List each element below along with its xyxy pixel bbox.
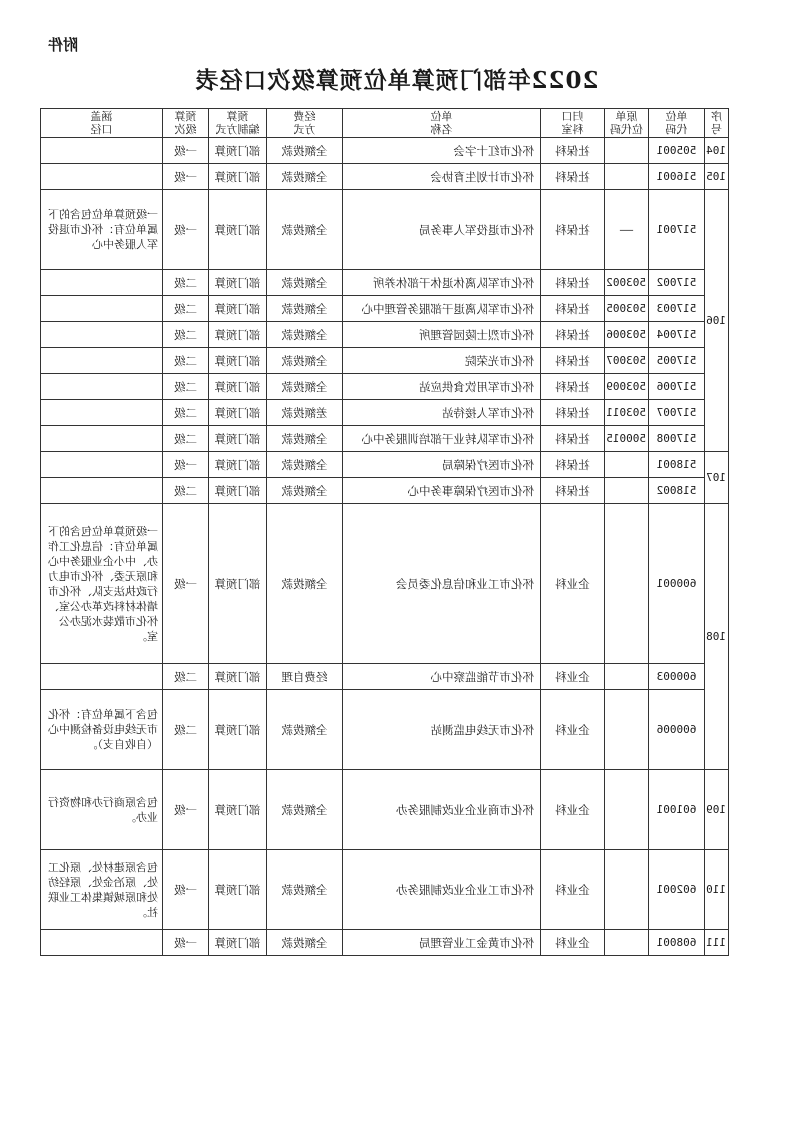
cell-unit-code: 518002 bbox=[649, 478, 705, 504]
header-unit-name: 单位 名称 bbox=[343, 109, 541, 138]
header-row bbox=[41, 109, 729, 138]
cell-method: 部门预算 bbox=[209, 664, 267, 690]
table-row bbox=[41, 374, 729, 400]
header-orig-code: 原单 位代码 bbox=[605, 109, 649, 138]
cell-level: 一级 bbox=[163, 930, 209, 956]
cell-seq: 104 bbox=[705, 138, 729, 164]
cell-remark: 一级预算单位包含的下属单位有：信息化工作办、中小企业服务中心和原无委、怀化市电力行政执法支队、怀化市墙体材料改革办公室、怀化市散装水泥办公室。 bbox=[41, 504, 163, 664]
cell-unit-name: 怀化市军人接待站 bbox=[343, 400, 541, 426]
cell-unit-code: 600001 bbox=[649, 504, 705, 664]
cell-level: 二级 bbox=[163, 426, 209, 452]
cell-orig-code bbox=[605, 770, 649, 850]
attachment-label: 附件 bbox=[47, 36, 78, 54]
header-level: 预算 级次 bbox=[163, 109, 209, 138]
table-row bbox=[41, 690, 729, 770]
cell-funding: 经费自理 bbox=[267, 664, 343, 690]
table-row bbox=[41, 138, 729, 164]
cell-unit-code: 600006 bbox=[649, 690, 705, 770]
cell-dept: 社保科 bbox=[541, 348, 605, 374]
cell-orig-code: 500015 bbox=[605, 426, 649, 452]
cell-funding: 全额拨款 bbox=[267, 690, 343, 770]
cell-funding: 全额拨款 bbox=[267, 348, 343, 374]
cell-remark bbox=[41, 270, 163, 296]
table-row bbox=[41, 296, 729, 322]
cell-orig-code bbox=[605, 504, 649, 664]
cell-seq: 108 bbox=[705, 504, 729, 770]
table-row bbox=[41, 930, 729, 956]
cell-dept: 社保科 bbox=[541, 322, 605, 348]
cell-unit-code: 518001 bbox=[649, 452, 705, 478]
table-row bbox=[41, 348, 729, 374]
table-row bbox=[41, 850, 729, 930]
cell-orig-code: —— bbox=[605, 190, 649, 270]
cell-orig-code: 503006 bbox=[605, 322, 649, 348]
cell-method: 部门预算 bbox=[209, 374, 267, 400]
cell-method: 部门预算 bbox=[209, 690, 267, 770]
cell-level: 二级 bbox=[163, 374, 209, 400]
cell-dept: 企业科 bbox=[541, 930, 605, 956]
cell-remark bbox=[41, 400, 163, 426]
table-row bbox=[41, 478, 729, 504]
cell-dept: 社保科 bbox=[541, 138, 605, 164]
cell-method: 部门预算 bbox=[209, 850, 267, 930]
cell-dept: 社保科 bbox=[541, 190, 605, 270]
table-row bbox=[41, 270, 729, 296]
cell-level: 一级 bbox=[163, 190, 209, 270]
cell-unit-name: 怀化市军队转业干部培训服务中心 bbox=[343, 426, 541, 452]
cell-unit-name: 怀化市光荣院 bbox=[343, 348, 541, 374]
cell-dept: 企业科 bbox=[541, 690, 605, 770]
cell-dept: 社保科 bbox=[541, 400, 605, 426]
cell-orig-code: 503009 bbox=[605, 374, 649, 400]
cell-level: 一级 bbox=[163, 770, 209, 850]
cell-dept: 社保科 bbox=[541, 374, 605, 400]
cell-unit-code: 517002 bbox=[649, 270, 705, 296]
cell-method: 部门预算 bbox=[209, 770, 267, 850]
cell-orig-code bbox=[605, 452, 649, 478]
cell-unit-code: 517005 bbox=[649, 348, 705, 374]
cell-funding: 全额拨款 bbox=[267, 930, 343, 956]
cell-seq: 110 bbox=[705, 850, 729, 930]
cell-orig-code bbox=[605, 138, 649, 164]
cell-orig-code: 503005 bbox=[605, 296, 649, 322]
cell-dept: 企业科 bbox=[541, 770, 605, 850]
cell-level: 一级 bbox=[163, 504, 209, 664]
cell-unit-code: 517006 bbox=[649, 374, 705, 400]
cell-method: 部门预算 bbox=[209, 296, 267, 322]
cell-remark bbox=[41, 322, 163, 348]
cell-orig-code: 503002 bbox=[605, 270, 649, 296]
cell-unit-name: 怀化市医疗保障局 bbox=[343, 452, 541, 478]
cell-remark bbox=[41, 426, 163, 452]
cell-method: 部门预算 bbox=[209, 138, 267, 164]
table-row bbox=[41, 400, 729, 426]
cell-unit-name: 怀化市军队离休退休干部休养所 bbox=[343, 270, 541, 296]
cell-dept: 企业科 bbox=[541, 664, 605, 690]
cell-funding: 全额拨款 bbox=[267, 374, 343, 400]
cell-unit-code: 601001 bbox=[649, 770, 705, 850]
cell-orig-code bbox=[605, 664, 649, 690]
cell-method: 部门预算 bbox=[209, 930, 267, 956]
cell-unit-code: 516001 bbox=[649, 164, 705, 190]
cell-dept: 社保科 bbox=[541, 164, 605, 190]
table-row bbox=[41, 164, 729, 190]
cell-remark bbox=[41, 164, 163, 190]
cell-unit-name: 怀化市烈士陵园管理所 bbox=[343, 322, 541, 348]
cell-method: 部门预算 bbox=[209, 504, 267, 664]
header-seq: 序号 bbox=[705, 109, 729, 138]
cell-unit-name: 怀化市无线电监测站 bbox=[343, 690, 541, 770]
cell-seq: 105 bbox=[705, 164, 729, 190]
cell-remark bbox=[41, 930, 163, 956]
cell-remark bbox=[41, 348, 163, 374]
cell-level: 二级 bbox=[163, 400, 209, 426]
header-funding: 经费 方式 bbox=[267, 109, 343, 138]
cell-unit-code: 517001 bbox=[649, 190, 705, 270]
cell-funding: 全额拨款 bbox=[267, 138, 343, 164]
cell-orig-code bbox=[605, 930, 649, 956]
cell-level: 二级 bbox=[163, 478, 209, 504]
cell-remark bbox=[41, 374, 163, 400]
cell-unit-name: 怀化市节能监察中心 bbox=[343, 664, 541, 690]
cell-unit-code: 608001 bbox=[649, 930, 705, 956]
cell-unit-name: 怀化市计划生育协会 bbox=[343, 164, 541, 190]
cell-unit-name: 怀化市商业企业改制服务办 bbox=[343, 770, 541, 850]
cell-remark: 包含下属单位有：怀化市无线电设备检测中心（自收自支）。 bbox=[41, 690, 163, 770]
cell-level: 二级 bbox=[163, 664, 209, 690]
cell-unit-name: 怀化市黄金工业管理局 bbox=[343, 930, 541, 956]
table-row bbox=[41, 426, 729, 452]
cell-funding: 全额拨款 bbox=[267, 426, 343, 452]
cell-level: 二级 bbox=[163, 270, 209, 296]
cell-dept: 社保科 bbox=[541, 452, 605, 478]
cell-orig-code bbox=[605, 850, 649, 930]
cell-remark: 包含原建材处、原化工处、原冶金处、原轻纺处和原城镇集体工业联社。 bbox=[41, 850, 163, 930]
cell-unit-code: 517004 bbox=[649, 322, 705, 348]
cell-level: 一级 bbox=[163, 138, 209, 164]
header-method: 预算 编制方式 bbox=[209, 109, 267, 138]
cell-method: 部门预算 bbox=[209, 426, 267, 452]
cell-seq: 111 bbox=[705, 930, 729, 956]
cell-level: 一级 bbox=[163, 850, 209, 930]
cell-funding: 全额拨款 bbox=[267, 270, 343, 296]
cell-method: 部门预算 bbox=[209, 164, 267, 190]
cell-funding: 全额拨款 bbox=[267, 770, 343, 850]
cell-level: 二级 bbox=[163, 690, 209, 770]
cell-unit-name: 怀化市工业企业改制服务办 bbox=[343, 850, 541, 930]
cell-dept: 企业科 bbox=[541, 504, 605, 664]
cell-seq: 106 bbox=[705, 190, 729, 452]
cell-level: 一级 bbox=[163, 164, 209, 190]
cell-orig-code bbox=[605, 690, 649, 770]
cell-method: 部门预算 bbox=[209, 190, 267, 270]
cell-orig-code: 503011 bbox=[605, 400, 649, 426]
cell-remark bbox=[41, 296, 163, 322]
cell-unit-name: 怀化市退役军人事务局 bbox=[343, 190, 541, 270]
header-dept: 归口 科室 bbox=[541, 109, 605, 138]
cell-orig-code: 503007 bbox=[605, 348, 649, 374]
page-title: 2022年部门预算单位预算级次口径表 bbox=[194, 67, 599, 94]
budget-level-table bbox=[40, 108, 729, 956]
cell-funding: 全额拨款 bbox=[267, 850, 343, 930]
cell-method: 部门预算 bbox=[209, 478, 267, 504]
cell-unit-code: 505001 bbox=[649, 138, 705, 164]
cell-funding: 全额拨款 bbox=[267, 504, 343, 664]
cell-funding: 全额拨款 bbox=[267, 164, 343, 190]
table-row bbox=[41, 504, 729, 664]
cell-remark: 一级预算单位包含的下属单位有：怀化市退役军人服务中心 bbox=[41, 190, 163, 270]
cell-unit-code: 517007 bbox=[649, 400, 705, 426]
cell-unit-name: 怀化市工业和信息化委员会 bbox=[343, 504, 541, 664]
cell-dept: 社保科 bbox=[541, 426, 605, 452]
cell-level: 二级 bbox=[163, 322, 209, 348]
table-row bbox=[41, 770, 729, 850]
cell-funding: 全额拨款 bbox=[267, 452, 343, 478]
cell-remark bbox=[41, 138, 163, 164]
cell-method: 部门预算 bbox=[209, 452, 267, 478]
cell-funding: 差额拨款 bbox=[267, 400, 343, 426]
cell-remark bbox=[41, 664, 163, 690]
cell-remark bbox=[41, 452, 163, 478]
cell-remark bbox=[41, 478, 163, 504]
cell-level: 二级 bbox=[163, 348, 209, 374]
header-unit-code: 单位 代码 bbox=[649, 109, 705, 138]
cell-unit-code: 600003 bbox=[649, 664, 705, 690]
cell-dept: 社保科 bbox=[541, 478, 605, 504]
cell-remark: 包含原商行办和物资行业办。 bbox=[41, 770, 163, 850]
cell-method: 部门预算 bbox=[209, 270, 267, 296]
cell-unit-name: 怀化市医疗保障事务中心 bbox=[343, 478, 541, 504]
table-row bbox=[41, 322, 729, 348]
cell-funding: 全额拨款 bbox=[267, 190, 343, 270]
cell-dept: 社保科 bbox=[541, 270, 605, 296]
cell-unit-code: 517003 bbox=[649, 296, 705, 322]
table-row bbox=[41, 664, 729, 690]
cell-funding: 全额拨款 bbox=[267, 296, 343, 322]
cell-unit-code: 517008 bbox=[649, 426, 705, 452]
cell-unit-name: 怀化市军用饮食供应站 bbox=[343, 374, 541, 400]
cell-seq: 107 bbox=[705, 452, 729, 504]
table-row bbox=[41, 190, 729, 270]
cell-unit-name: 怀化市军队离退干部服务管理中心 bbox=[343, 296, 541, 322]
cell-method: 部门预算 bbox=[209, 400, 267, 426]
cell-funding: 全额拨款 bbox=[267, 478, 343, 504]
cell-seq: 109 bbox=[705, 770, 729, 850]
cell-funding: 全额拨款 bbox=[267, 322, 343, 348]
header-remark: 涵盖 口径 bbox=[41, 109, 163, 138]
table-row bbox=[41, 452, 729, 478]
cell-orig-code bbox=[605, 478, 649, 504]
cell-orig-code bbox=[605, 164, 649, 190]
cell-unit-code: 602001 bbox=[649, 850, 705, 930]
cell-dept: 企业科 bbox=[541, 850, 605, 930]
cell-dept: 社保科 bbox=[541, 296, 605, 322]
cell-level: 一级 bbox=[163, 452, 209, 478]
cell-level: 二级 bbox=[163, 296, 209, 322]
cell-method: 部门预算 bbox=[209, 348, 267, 374]
cell-method: 部门预算 bbox=[209, 322, 267, 348]
cell-unit-name: 怀化市红十字会 bbox=[343, 138, 541, 164]
